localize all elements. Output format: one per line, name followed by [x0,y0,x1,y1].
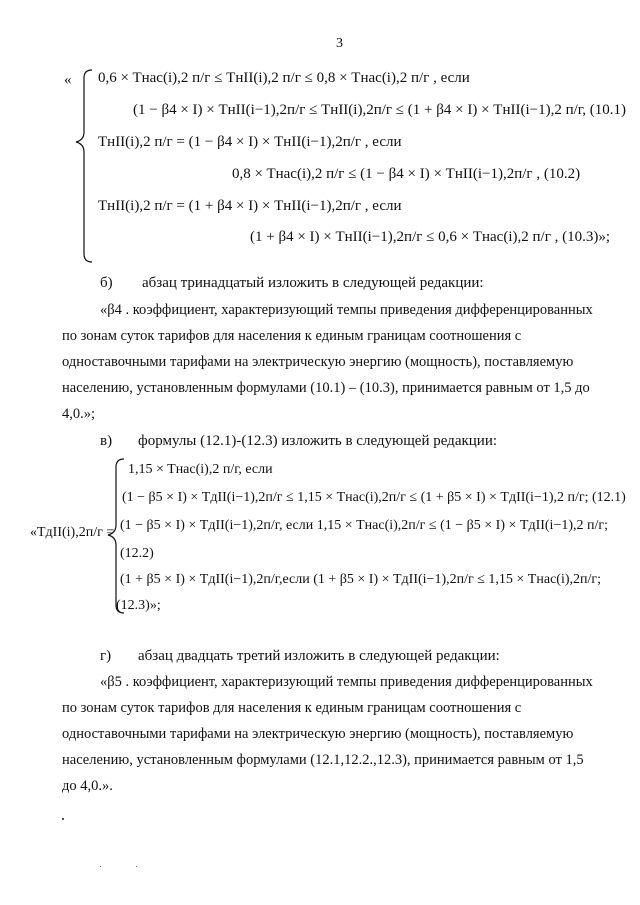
scan-speck [100,866,101,867]
formula2-line-3: (1 − β5 × I) × TдII(i−1),2п/г, если 1,15 × Tнас(i),2п/г ≤ (1 − β5 × I) × TдII(i−1),2 п/г; [120,518,609,533]
item-g-line-3: одноставочными тарифами на электрическую энергию (мощность), поставляемую [62,726,574,742]
formula-line-4: 0,8 × Tнас(i),2 п/г ≤ (1 − β4 × I) × TнII(i−1),2п/г , (10.2) [232,166,581,182]
item-g-line-1: «β5 . коэффициент, характеризующий темпы приведения дифференцированных [100,674,593,690]
item-g-marker: г) [100,648,112,664]
formula-line-6: (1 + β4 × I) × TнII(i−1),2п/г ≤ 0,6 × Tнас(i),2 п/г , (10.3)»; [250,229,610,245]
item-g-line-5: до 4,0.». [62,778,113,794]
scan-speck [136,866,137,867]
item-b-heading: абзац тринадцатый изложить в следующей редакции: [142,275,484,291]
formula2-line-4: (12.2) [120,546,154,561]
formula-line-3: TнII(i),2 п/г = (1 − β4 × I) × TнII(i−1),2п/г , если [98,134,402,150]
scan-speck [62,818,64,820]
item-b-line-3: одноставочными тарифами на электрическую энергию (мощность), поставляемую [62,354,574,370]
item-b-line-2: по зонам суток тарифов для населения к единым границам соотношения с [62,328,522,344]
item-g-paragraph [62,669,612,799]
formula2-line-6: (12.3)»; [116,598,161,613]
item-b-line-4: населению, установленным формулами (10.1) – (10.3), принимается равным от 1,5 до [62,380,590,396]
item-v-heading: формулы (12.1)-(12.3) изложить в следующей редакции: [138,433,498,449]
item-b-line-5: 4,0.»; [62,406,96,422]
formula-line-1: 0,6 × Tнас(i),2 п/г ≤ TнII(i),2 п/г ≤ 0,8 × Tнас(i),2 п/г , если [98,70,470,86]
item-b-line-1: «β4 . коэффициент, характеризующий темпы приведения дифференцированных [100,302,593,318]
formula2-line-1: 1,15 × Tнас(i),2 п/г, если [128,462,273,477]
formula2-line-5: (1 + β5 × I) × TдII(i−1),2п/г,если (1 + β5 × I) × TдII(i−1),2п/г ≤ 1,15 × Tнас(i),2п/г; [120,572,602,587]
item-g-line-2: по зонам суток тарифов для населения к единым границам соотношения с [62,700,522,716]
left-brace [58,66,98,266]
item-b-paragraph [62,297,612,427]
item-g-heading: абзац двадцать третий изложить в следующей редакции: [138,648,500,664]
formula-lhs: «TдII(i),2п/г = [30,525,115,540]
item-g-line-4: населению, установленным формулами (12.1,12.2.,12.3), принимается равным от 1,5 [62,752,584,768]
item-b-marker: б) [100,275,113,291]
item-v-marker: в) [100,433,113,449]
formula-line-2: (1 − β4 × I) × TнII(i−1),2п/г ≤ TнII(i),2п/г ≤ (1 + β4 × I) × TнII(i−1),2 п/г, (10.1) [133,102,626,118]
page-number: 3 [336,36,343,51]
formula2-line-2: (1 − β5 × I) × TдII(i−1),2п/г ≤ 1,15 × Tнас(i),2п/г ≤ (1 + β5 × I) × TдII(i−1),2 п/г; (12.1) [122,490,626,505]
opening-quote: « [64,72,72,88]
formula-line-5: TнII(i),2 п/г = (1 + β4 × I) × TнII(i−1),2п/г , если [98,198,402,214]
